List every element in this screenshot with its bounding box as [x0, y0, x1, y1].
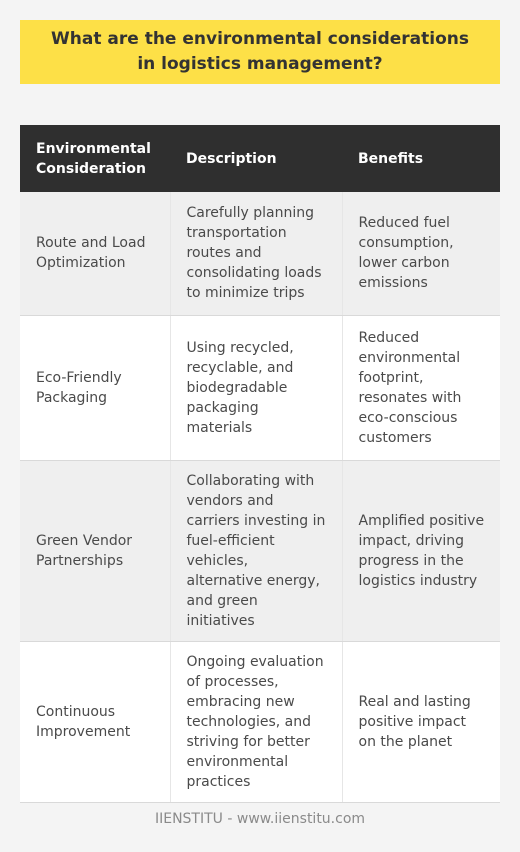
page-title: What are the environmental considerations in logistics management?: [51, 29, 469, 74]
cell-description: Carefully planning transportation routes and consolidating loads to minimize trips: [170, 192, 342, 315]
header-benefits: Benefits: [342, 125, 500, 192]
cell-benefits: Real and lasting positive impact on the planet: [342, 641, 500, 802]
cell-benefits: Reduced fuel consumption, lower carbon emissions: [342, 192, 500, 315]
table-row: [20, 315, 500, 460]
header-consideration: Environmental Consideration: [20, 125, 170, 192]
table-row: [20, 460, 500, 641]
footer-credit: IIENSTITU - www.iienstitu.com: [154, 811, 366, 827]
cell-consideration: Eco-Friendly Packaging: [20, 315, 170, 460]
cell-consideration: Green Vendor Partnerships: [20, 460, 170, 641]
cell-description: Using recycled, recyclable, and biodegradable packaging materials: [170, 315, 342, 460]
title-banner: [20, 20, 500, 84]
cell-description: Collaborating with vendors and carriers investing in fuel-efficient vehicles, alternative energy, and green initiatives: [170, 460, 342, 641]
header-description: Description: [170, 125, 342, 192]
table-row: [20, 192, 500, 315]
cell-consideration: Route and Load Optimization: [20, 192, 170, 315]
table-row: [20, 641, 500, 802]
cell-description: Ongoing evaluation of processes, embracing new technologies, and striving for better environmental practices: [170, 641, 342, 802]
cell-benefits: Reduced environmental footprint, resonates with eco-conscious customers: [342, 315, 500, 460]
table-header-row: [20, 125, 500, 192]
cell-benefits: Amplified positive impact, driving progress in the logistics industry: [342, 460, 500, 641]
cell-consideration: Continuous Improvement: [20, 641, 170, 802]
considerations-table: [20, 125, 500, 803]
